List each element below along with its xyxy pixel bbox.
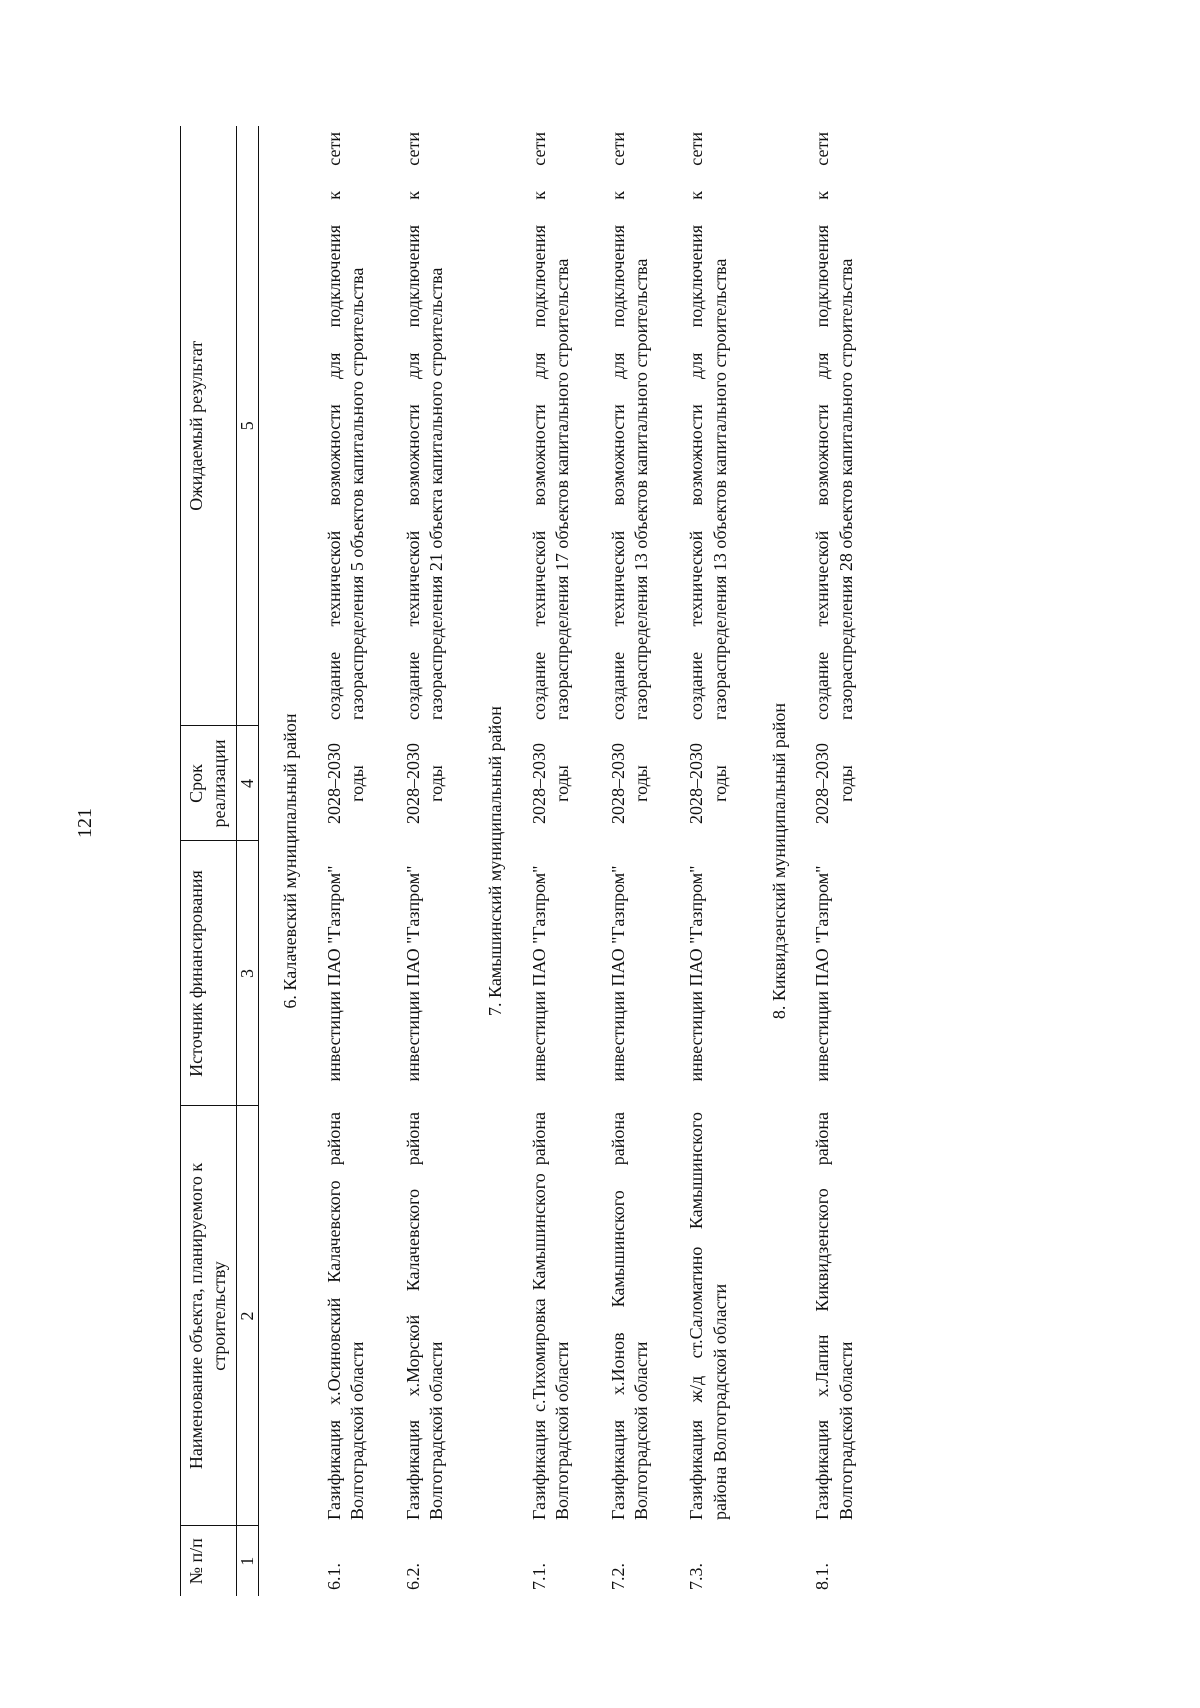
funding-source: инвестиции ПАО "Газпром" xyxy=(607,865,628,1082)
header-index-4: 4 xyxy=(236,726,259,841)
row-number: 6.2. xyxy=(402,1563,423,1590)
table-row xyxy=(514,126,593,1596)
section-row xyxy=(466,126,513,1596)
page-number: 121 xyxy=(74,808,96,838)
funding-source: инвестиции ПАО "Газпром" xyxy=(323,865,344,1082)
header-index-1: 1 xyxy=(236,1526,259,1596)
rotated-table-container xyxy=(180,126,1030,1596)
section-title: 7. Камышинский муниципальный район xyxy=(485,706,506,1016)
row-number: 7.1. xyxy=(528,1563,549,1590)
expected-result: создание технической возможности для подключения к сети газораспределения 21 объекта капитального строительства xyxy=(402,132,446,720)
table-row xyxy=(388,126,467,1596)
section-row xyxy=(750,126,797,1596)
object-name: Газификация ж/д ст.Саломатино Камышинского района Волгоградской области xyxy=(686,1112,730,1520)
row-number: 6.1. xyxy=(323,1563,344,1590)
funding-source: инвестиции ПАО "Газпром" xyxy=(402,865,423,1082)
header-object-name: Наименование объекта, планируемого к строительству xyxy=(181,1106,237,1526)
funding-source: инвестиции ПАО "Газпром" xyxy=(686,865,707,1082)
expected-result: создание технической возможности для подключения к сети газораспределения 13 объектов капитального строительства xyxy=(607,132,651,720)
object-name: Газификация х.Лапин Киквидзенского района Волгоградской области xyxy=(812,1112,856,1520)
section-row xyxy=(259,126,309,1596)
header-index-3: 3 xyxy=(236,841,259,1106)
expected-result: создание технической возможности для подключения к сети газораспределения 28 объектов капитального строительства xyxy=(812,132,856,720)
row-number: 7.2. xyxy=(607,1563,628,1590)
object-name: Газификация с.Тихомировка Камышинского района Волгоградской области xyxy=(528,1112,573,1520)
term: 2028–2030 годы xyxy=(686,743,730,824)
header-expected-result: Ожидаемый результат xyxy=(181,126,237,726)
row-number: 7.3. xyxy=(686,1563,707,1590)
header-index-2: 2 xyxy=(236,1106,259,1526)
table-body xyxy=(259,126,876,1596)
funding-source: инвестиции ПАО "Газпром" xyxy=(528,865,549,1082)
object-name: Газификация х.Морской Калачевского района Волгоградской области xyxy=(402,1112,446,1520)
expected-result: создание технической возможности для подключения к сети газораспределения 13 объектов капитального строительства xyxy=(686,132,730,720)
object-name: Газификация х.Осиновский Калачевского района Волгоградской области xyxy=(323,1112,368,1520)
term: 2028–2030 годы xyxy=(528,743,573,824)
table-row xyxy=(671,126,750,1596)
header-index-5: 5 xyxy=(236,126,259,726)
header-number: № п/п xyxy=(181,1526,237,1596)
term: 2028–2030 годы xyxy=(402,743,446,824)
header-term: Срок реализации xyxy=(181,726,237,841)
term: 2028–2030 годы xyxy=(812,743,856,824)
expected-result: создание технической возможности для подключения к сети газораспределения 17 объектов капитального строительства xyxy=(528,132,573,720)
term: 2028–2030 годы xyxy=(607,743,651,824)
table-row xyxy=(593,126,672,1596)
section-title: 8. Киквидзенский муниципальный район xyxy=(769,702,790,1020)
expected-result: создание технической возможности для подключения к сети газораспределения 5 объектов капитального строительства xyxy=(323,132,368,720)
object-name: Газификация х.Ионов Камышинского района Волгоградской области xyxy=(607,1112,651,1520)
gasification-table xyxy=(180,126,876,1596)
table-row xyxy=(797,126,876,1596)
header-funding-source: Источник финансирования xyxy=(181,841,237,1106)
term: 2028–2030 годы xyxy=(323,743,368,824)
row-number: 8.1. xyxy=(812,1563,833,1590)
table-header xyxy=(181,126,259,1596)
table-row xyxy=(309,126,388,1596)
funding-source: инвестиции ПАО "Газпром" xyxy=(812,865,833,1082)
section-title: 6. Калачевский муниципальный район xyxy=(280,713,301,1009)
